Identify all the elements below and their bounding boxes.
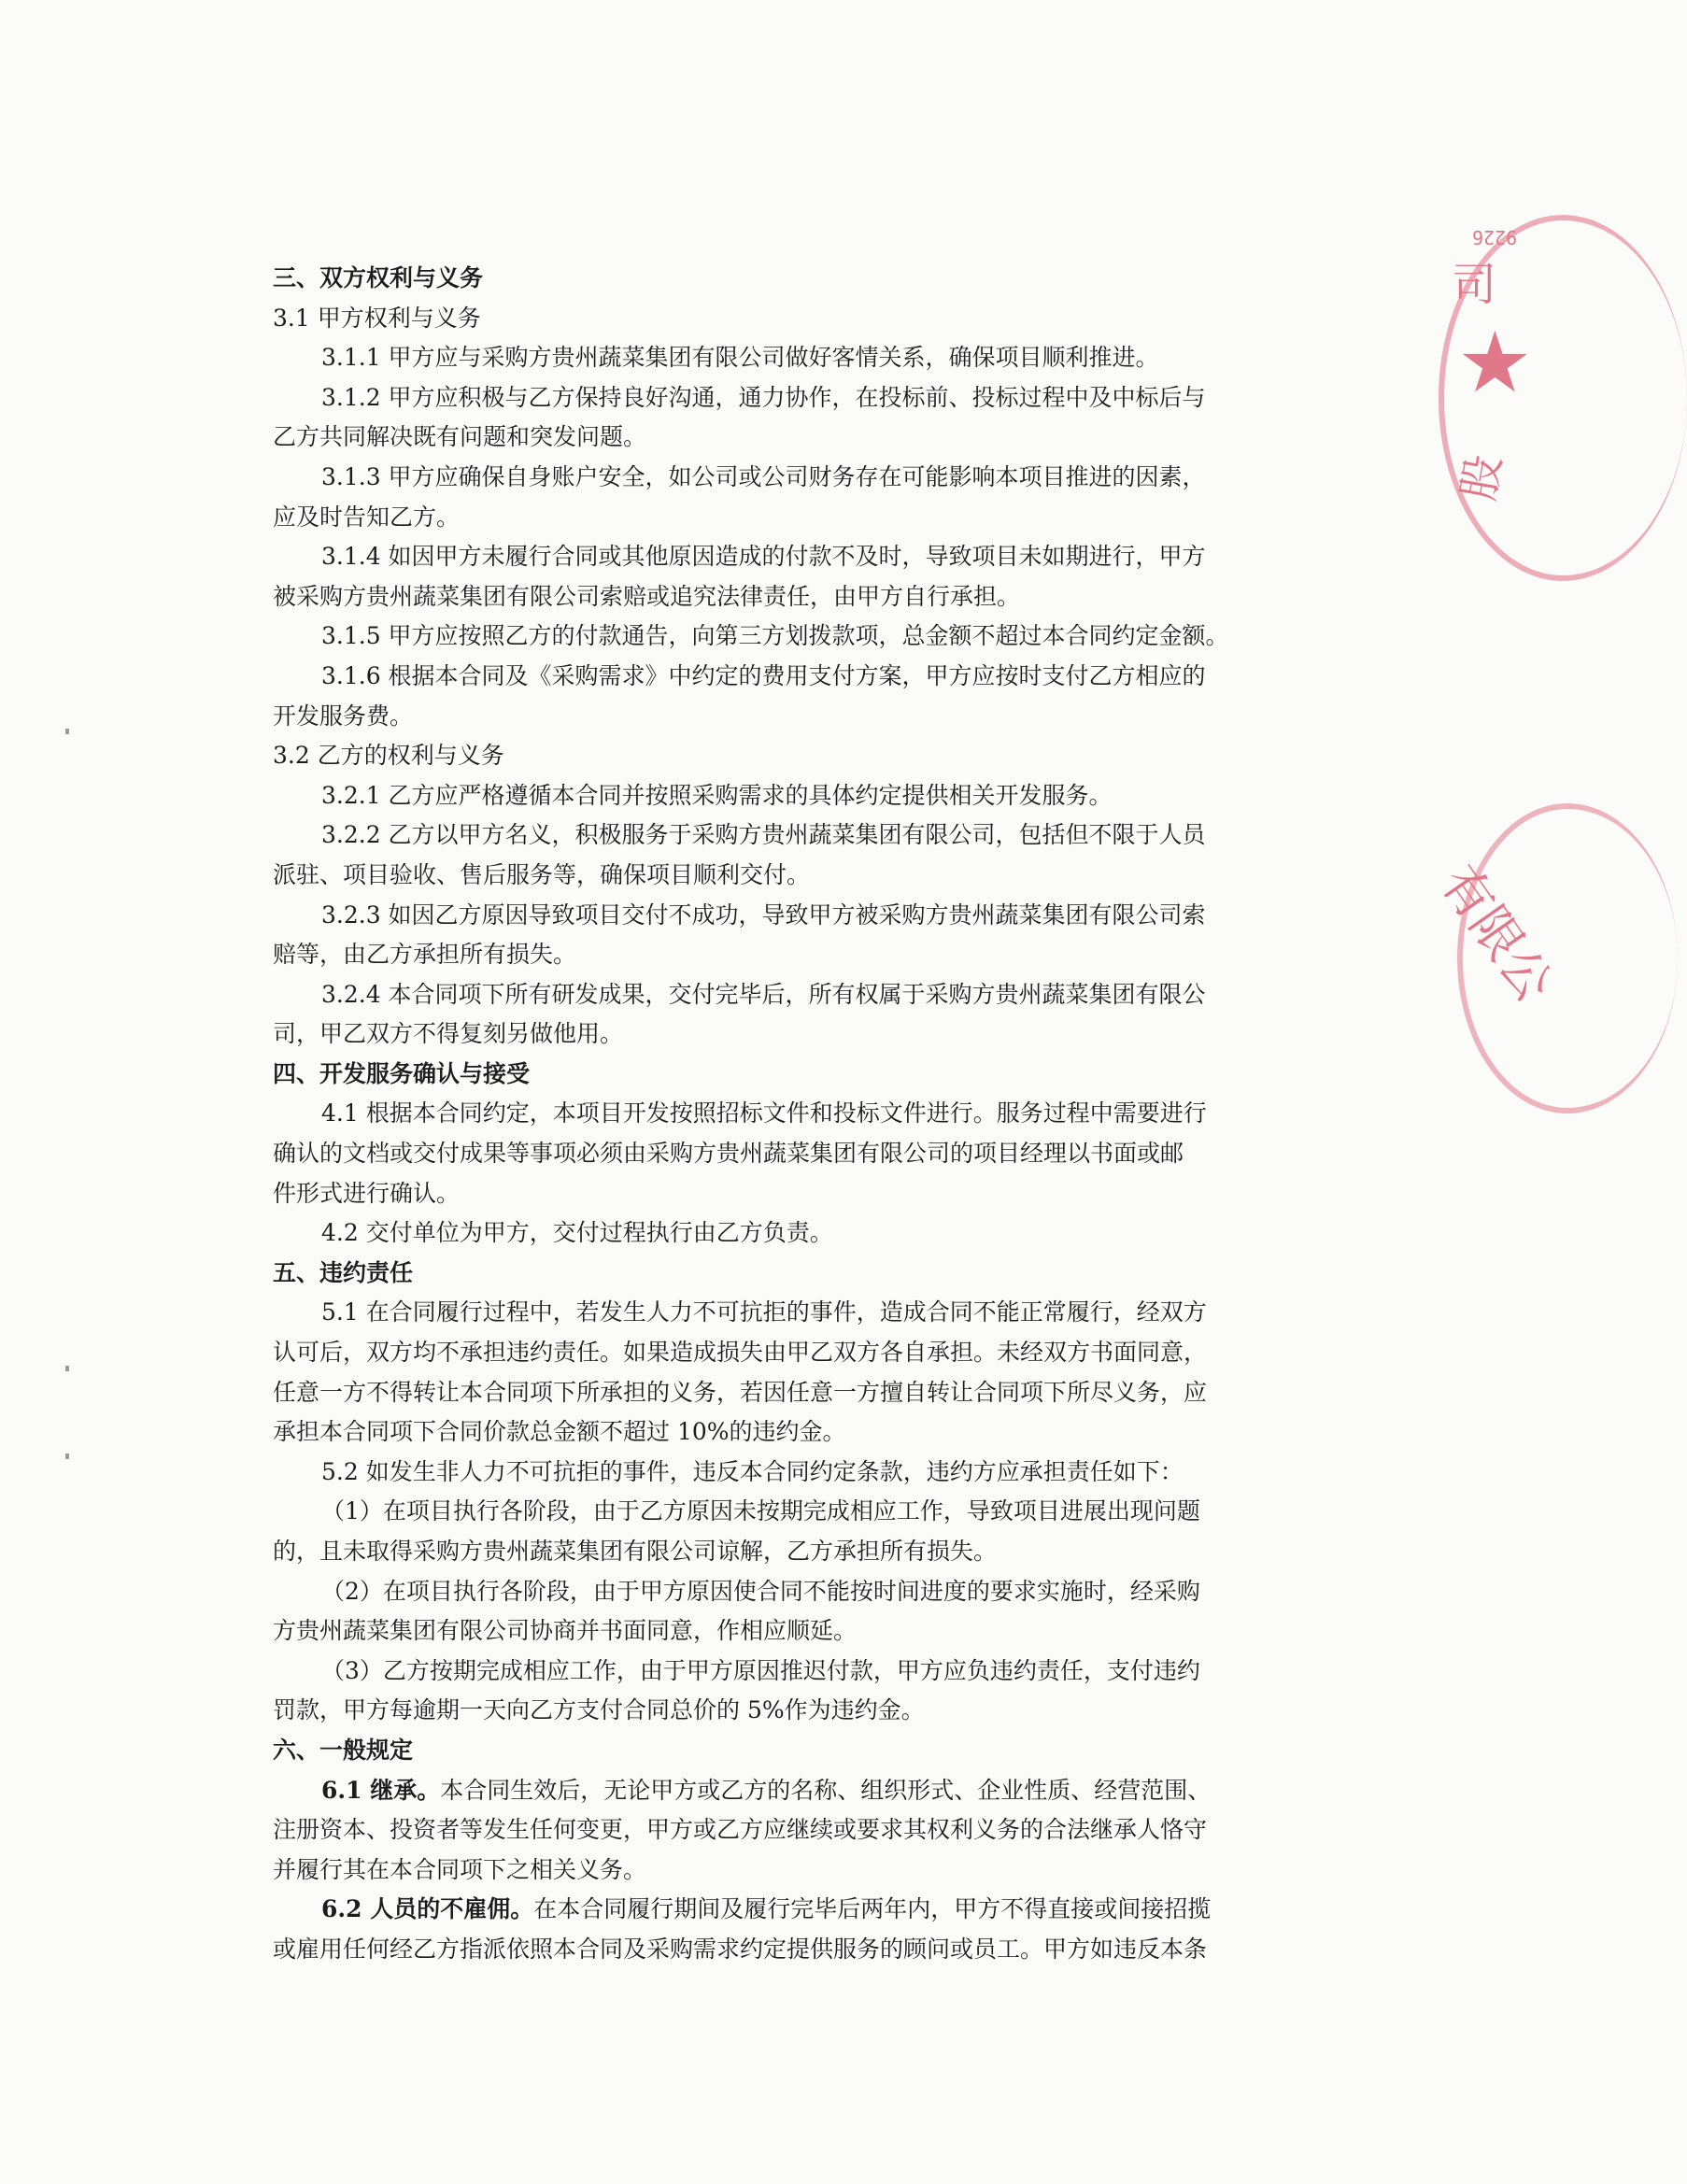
paragraph-line: 并履行其在本合同项下之相关义务。 — [273, 1855, 647, 1883]
paragraph-first-line: 3.1.5 甲方应按照乙方的付款通告，向第三方划拨款项，总金额不超过本合同约定金额。 — [321, 622, 1229, 650]
paragraph-first-line: （1）在项目执行各阶段，由于乙方原因未按期完成相应工作，导致项目进展出现问题 — [321, 1497, 1200, 1525]
paragraph-line: 注册资本、投资者等发生任何变更，甲方或乙方应继续或要求其权利义务的合法继承人恪守 — [273, 1816, 1208, 1844]
paragraph-first-line — [273, 1890, 1356, 1930]
subsection-heading: 3.2 乙方的权利与义务 — [273, 742, 504, 770]
paragraph-line: 罚款，甲方每逾期一天向乙方支付合同总价的 5%作为违约金。 — [273, 1696, 925, 1724]
paragraph-first-line: 4.1 根据本合同约定，本项目开发按照招标文件和投标文件进行。服务过程中需要进行 — [321, 1099, 1207, 1127]
paragraph-line: 司，甲乙双方不得复刻另做他用。 — [273, 1020, 624, 1048]
seal-star-icon: ★ — [1457, 314, 1533, 412]
paragraph-first-line: 3.2.1 乙方应严格遵循本合同并按照采购需求的具体约定提供相关开发服务。 — [321, 781, 1113, 809]
paragraph-first-line: 3.2.4 本合同项下所有研发成果，交付完毕后，所有权属于采购方贵州蔬菜集团有限公 — [321, 980, 1206, 1008]
paragraph-first-line: 3.1.4 如因甲方未履行合同或其他原因造成的付款不及时，导致项目未如期进行，甲方 — [321, 543, 1206, 571]
paragraph-first-line: 3.2.2 乙方以甲方名义，积极服务于采购方贵州蔬菜集团有限公司，包括但不限于人员 — [321, 821, 1206, 849]
paragraph-line: 任意一方不得转让本合同项下所承担的义务，若因任意一方擅自转让合同项下所尽义务，应 — [273, 1378, 1208, 1406]
paragraph-line: 赔等，由乙方承担所有损失。 — [273, 941, 577, 969]
paragraph-line: 的，且未取得采购方贵州蔬菜集团有限公司谅解，乙方承担所有损失。 — [273, 1538, 998, 1565]
paragraph-line: 或雇用任何经乙方指派依照本合同及采购需求约定提供服务的顾问或员工。甲方如违反本条 — [273, 1935, 1208, 1963]
paragraph-line: 开发服务费。 — [273, 702, 414, 730]
paragraph-first-line: （3）乙方按期完成相应工作，由于甲方原因推迟付款，甲方应负违约责任，支付违约 — [321, 1656, 1200, 1684]
paragraph-line: 认可后，双方均不承担违约责任。如果造成损失由甲乙双方各自承担。未经双方书面同意， — [273, 1339, 1208, 1367]
clause-title: 6.2 人员的不雇佣。 — [321, 1895, 534, 1923]
section-heading: 四、开发服务确认与接受 — [273, 1059, 531, 1087]
seal-char: 司 — [1452, 259, 1497, 311]
paragraph-line: 被采购方贵州蔬菜集团有限公司索赔或追究法律责任，由甲方自行承担。 — [273, 582, 1021, 610]
clause-title: 6.1 继承。 — [321, 1776, 441, 1804]
section-heading: 五、违约责任 — [273, 1258, 414, 1286]
clause-text: 本合同生效后，无论甲方或乙方的名称、组织形式、企业性质、经营范围、 — [440, 1776, 1212, 1804]
paragraph-first-line: 3.1.3 甲方应确保自身账户安全，如公司或公司财务存在可能影响本项目推进的因素， — [321, 462, 1206, 490]
paragraph-line: 确认的文档或交付成果等事项必须由采购方贵州蔬菜集团有限公司的项目经理以书面或邮 — [273, 1140, 1184, 1168]
paragraph-first-line: 5.1 在合同履行过程中，若发生人力不可抗拒的事件，造成合同不能正常履行，经双方 — [321, 1298, 1207, 1326]
paragraph-line: 乙方共同解决既有问题和突发问题。 — [273, 423, 647, 451]
seal-text: 有限公 — [1429, 854, 1565, 1013]
paragraph-first-line: （2）在项目执行各阶段，由于甲方原因使合同不能按时间进度的要求实施时，经采购 — [321, 1577, 1200, 1605]
company-seal-middle — [1429, 803, 1678, 1113]
paragraph-line: 件形式进行确认。 — [273, 1179, 461, 1207]
section-heading: 六、一般规定 — [273, 1736, 414, 1764]
paragraph-line: 派驻、项目验收、售后服务等，确保项目顺利交付。 — [273, 860, 811, 888]
clause-text: 在本合同履行期间及履行完毕后两年内，甲方不得直接或间接招揽 — [533, 1895, 1212, 1923]
paragraph-first-line — [273, 1771, 1356, 1811]
scan-mark — [65, 1366, 69, 1371]
subsection-heading: 3.1 甲方权利与义务 — [273, 304, 481, 332]
scan-mark — [65, 1454, 69, 1459]
paragraph-line: 方贵州蔬菜集团有限公司协商并书面同意，作相应顺延。 — [273, 1617, 858, 1645]
paragraph-first-line: 5.2 如发生非人力不可抗拒的事件，违反本合同约定条款，违约方应承担责任如下： — [321, 1457, 1184, 1485]
paragraph-first-line: 3.2.3 如因乙方原因导致项目交付不成功，导致甲方被采购方贵州蔬菜集团有限公司索 — [321, 901, 1206, 929]
section-heading: 三、双方权利与义务 — [273, 264, 484, 291]
scan-mark — [65, 729, 69, 734]
paragraph-first-line: 3.1.2 甲方应积极与乙方保持良好沟通，通力协作，在投标前、投标过程中及中标后与 — [321, 383, 1206, 411]
paragraph-first-line: 3.1.1 甲方应与采购方贵州蔬菜集团有限公司做好客情关系，确保项目顺利推进。 — [321, 344, 1159, 372]
company-seal-top — [1439, 215, 1687, 581]
paragraph-first-line: 4.2 交付单位为甲方，交付过程执行由乙方负责。 — [321, 1219, 833, 1247]
paragraph-first-line: 3.1.6 根据本合同及《采购需求》中约定的费用支付方案，甲方应按时支付乙方相应的 — [321, 661, 1206, 689]
paragraph-line: 承担本合同项下合同价款总金额不超过 10%的违约金。 — [273, 1418, 846, 1446]
paragraph-line: 应及时告知乙方。 — [273, 503, 461, 531]
seal-code: 9226 — [1472, 226, 1518, 248]
contract-body — [273, 259, 1356, 1970]
seal-char: 股 — [1452, 450, 1512, 504]
